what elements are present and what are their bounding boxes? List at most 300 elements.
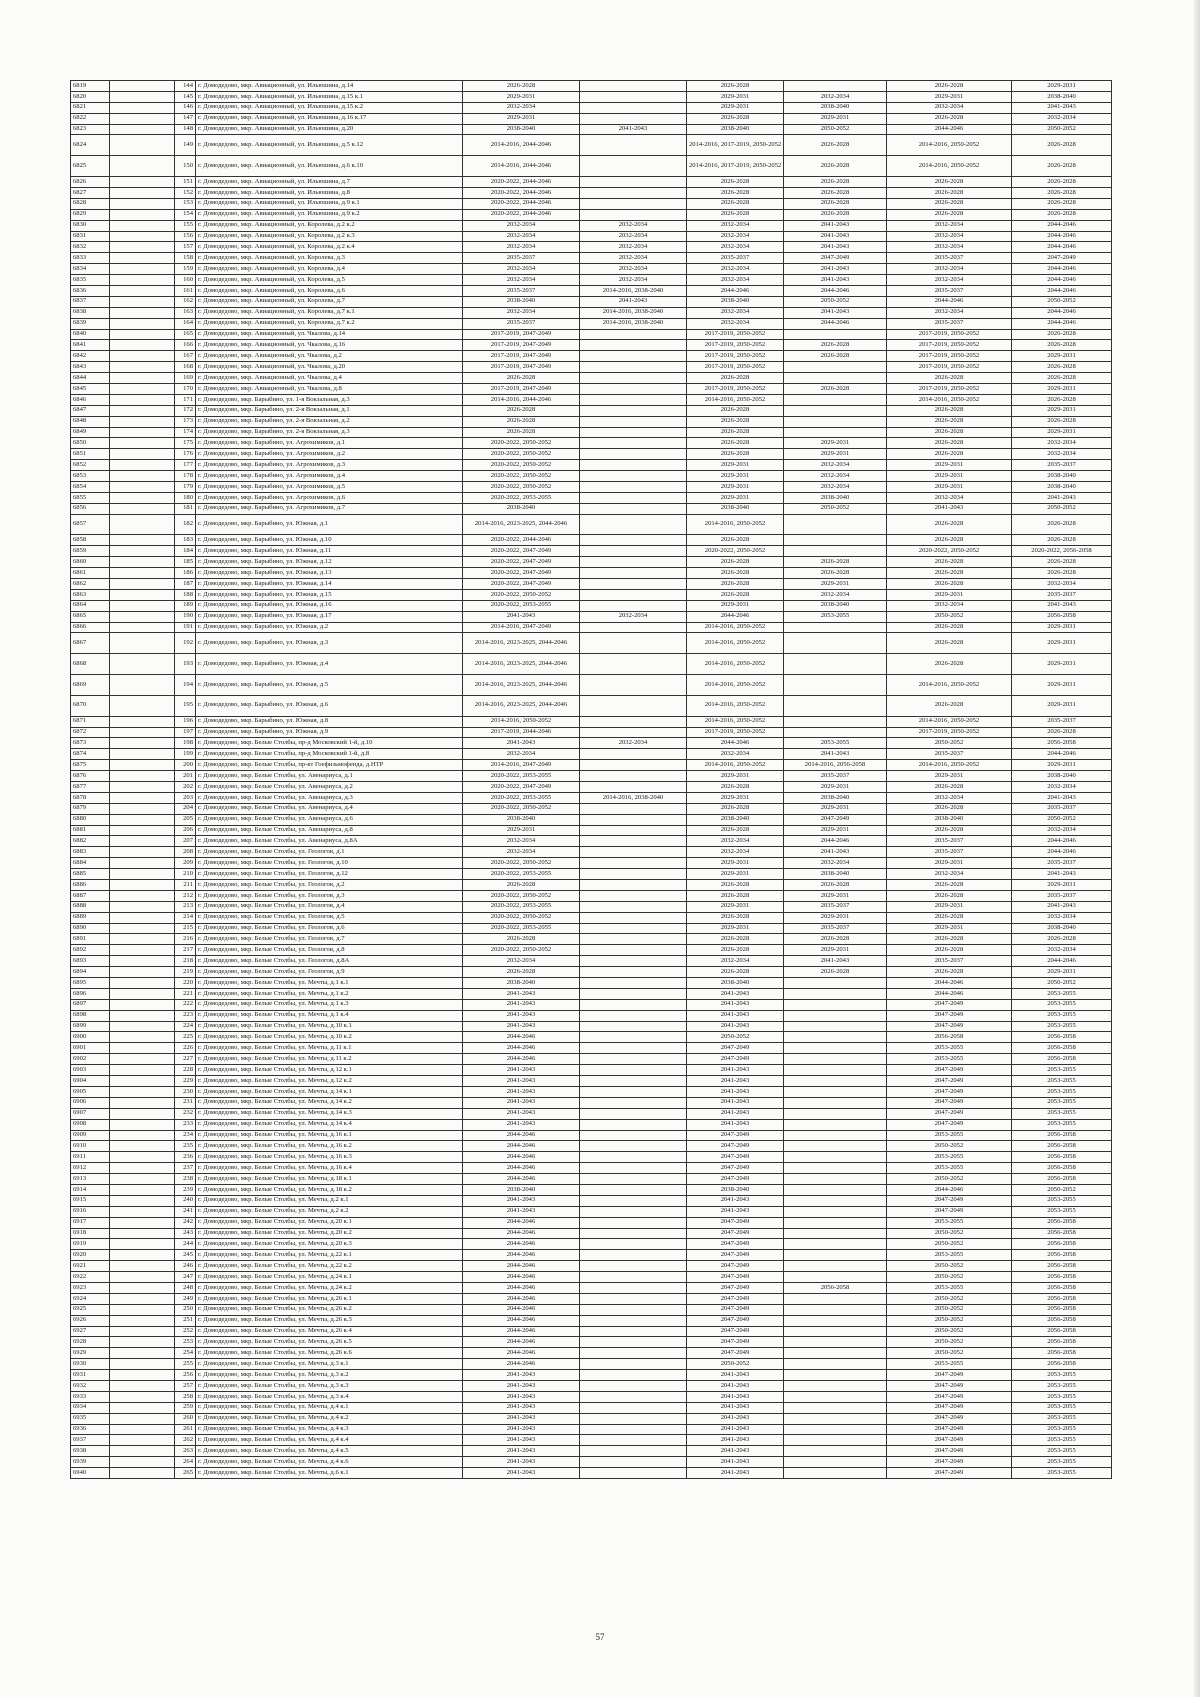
empty-cell — [110, 471, 175, 482]
period-4-cell — [784, 416, 887, 427]
row-number-cell: 250 — [175, 1304, 196, 1315]
period-6-cell: 2053-2055 — [1012, 1119, 1112, 1130]
scan-page-edge — [1194, 0, 1200, 1697]
building-address-cell: г. Домодедово, мкр. Белые Столбы, ул. Мечты, д.4 к.1 — [196, 1402, 463, 1413]
row-number-cell: 178 — [175, 471, 196, 482]
period-3-cell: 2026-2028 — [687, 535, 784, 546]
period-4-cell: 2038-2040 — [784, 869, 887, 880]
building-address-cell: г. Домодедово, мкр. Белые Столбы, ул. Авенариуса, д.8А — [196, 836, 463, 847]
period-1-cell: 2017-2019, 2047-2049 — [463, 351, 580, 362]
empty-cell — [110, 1152, 175, 1163]
row-number-cell: 182 — [175, 514, 196, 535]
period-2-cell — [580, 177, 687, 188]
period-3-cell: 2038-2040 — [687, 1184, 784, 1195]
row-number-cell: 261 — [175, 1424, 196, 1435]
period-2-cell: 2032-2034 — [580, 231, 687, 242]
period-6-cell: 2041-2043 — [1012, 600, 1112, 611]
period-2-cell — [580, 760, 687, 771]
row-id-cell: 6923 — [71, 1282, 110, 1293]
period-5-cell: 2050-2052 — [887, 611, 1012, 622]
period-6-cell: 2032-2034 — [1012, 825, 1112, 836]
empty-cell — [110, 749, 175, 760]
period-5-cell: 2053-2055 — [887, 1152, 1012, 1163]
period-6-cell: 2041-2043 — [1012, 869, 1112, 880]
row-number-cell: 181 — [175, 503, 196, 514]
table-row — [71, 156, 1112, 177]
period-1-cell: 2041-2043 — [463, 1206, 580, 1217]
row-number-cell: 252 — [175, 1326, 196, 1337]
period-3-cell: 2041-2043 — [687, 1380, 784, 1391]
table-row — [71, 209, 1112, 220]
period-1-cell: 2029-2031 — [463, 113, 580, 124]
table-row — [71, 253, 1112, 264]
period-4-cell: 2026-2028 — [784, 934, 887, 945]
period-3-cell: 2017-2019, 2050-2052 — [687, 727, 784, 738]
period-3-cell: 2026-2028 — [687, 405, 784, 416]
table-row — [71, 285, 1112, 296]
table-row — [71, 1076, 1112, 1087]
period-5-cell: 2026-2028 — [887, 579, 1012, 590]
row-id-cell: 6872 — [71, 727, 110, 738]
period-6-cell: 2029-2031 — [1012, 383, 1112, 394]
empty-cell — [110, 242, 175, 253]
period-2-cell: 2014-2016, 2038-2040 — [580, 307, 687, 318]
period-1-cell: 2044-2046 — [463, 1359, 580, 1370]
period-2-cell — [580, 471, 687, 482]
period-1-cell: 2020-2022, 2050-2052 — [463, 589, 580, 600]
row-id-cell: 6873 — [71, 738, 110, 749]
period-1-cell: 2020-2022, 2047-2049 — [463, 579, 580, 590]
period-3-cell: 2047-2049 — [687, 1152, 784, 1163]
row-number-cell: 223 — [175, 1010, 196, 1021]
period-1-cell: 2020-2022, 2050-2052 — [463, 449, 580, 460]
building-address-cell: г. Домодедово, мкр. Белые Столбы, ул. Мечты, д.26 к.5 — [196, 1337, 463, 1348]
period-1-cell: 2041-2043 — [463, 1391, 580, 1402]
period-4-cell: 2029-2031 — [784, 438, 887, 449]
period-1-cell: 2020-2022, 2044-2046 — [463, 177, 580, 188]
period-4-cell: 2038-2040 — [784, 792, 887, 803]
period-2-cell: 2032-2034 — [580, 264, 687, 275]
period-1-cell: 2041-2043 — [463, 1468, 580, 1479]
period-2-cell: 2032-2034 — [580, 738, 687, 749]
row-id-cell: 6827 — [71, 187, 110, 198]
period-4-cell: 2038-2040 — [784, 492, 887, 503]
table-row — [71, 1163, 1112, 1174]
period-4-cell — [784, 329, 887, 340]
period-4-cell: 2026-2028 — [784, 340, 887, 351]
period-4-cell: 2032-2034 — [784, 471, 887, 482]
period-2-cell — [580, 1195, 687, 1206]
period-6-cell: 2044-2046 — [1012, 749, 1112, 760]
table-row — [71, 307, 1112, 318]
empty-cell — [110, 416, 175, 427]
period-6-cell: 2053-2055 — [1012, 1457, 1112, 1468]
period-2-cell — [580, 329, 687, 340]
period-5-cell: 2017-2019, 2050-2052 — [887, 329, 1012, 340]
building-address-cell: г. Домодедово, мкр. Авиационный, ул. Чкалова, д.14 — [196, 329, 463, 340]
row-number-cell: 241 — [175, 1206, 196, 1217]
period-3-cell: 2029-2031 — [687, 600, 784, 611]
row-id-cell: 6845 — [71, 383, 110, 394]
table-row — [71, 633, 1112, 654]
empty-cell — [110, 1086, 175, 1097]
building-address-cell: г. Домодедово, мкр. Белые Столбы, ул. Мечты, д.4 к.4 — [196, 1435, 463, 1446]
period-2-cell — [580, 1457, 687, 1468]
period-3-cell: 2032-2034 — [687, 847, 784, 858]
row-id-cell: 6916 — [71, 1206, 110, 1217]
table-row — [71, 836, 1112, 847]
period-3-cell: 2038-2040 — [687, 814, 784, 825]
period-6-cell: 2056-2058 — [1012, 611, 1112, 622]
period-5-cell: 2014-2016, 2050-2052 — [887, 156, 1012, 177]
period-2-cell: 2041-2043 — [580, 124, 687, 135]
row-number-cell: 256 — [175, 1370, 196, 1381]
period-1-cell: 2041-2043 — [463, 738, 580, 749]
period-4-cell — [784, 1326, 887, 1337]
building-address-cell: г. Домодедово, мкр. Белые Столбы, ул. Геологов, д.2 — [196, 880, 463, 891]
period-3-cell: 2026-2028 — [687, 449, 784, 460]
table-row — [71, 394, 1112, 405]
period-6-cell: 2026-2028 — [1012, 340, 1112, 351]
period-3-cell: 2026-2028 — [687, 416, 784, 427]
table-row — [71, 945, 1112, 956]
period-3-cell: 2014-2016, 2050-2052 — [687, 514, 784, 535]
period-1-cell: 2041-2043 — [463, 1195, 580, 1206]
period-5-cell: 2026-2028 — [887, 803, 1012, 814]
period-4-cell — [784, 405, 887, 416]
period-2-cell — [580, 198, 687, 209]
period-1-cell: 2044-2046 — [463, 1043, 580, 1054]
empty-cell — [110, 253, 175, 264]
period-3-cell: 2047-2049 — [687, 1043, 784, 1054]
empty-cell — [110, 738, 175, 749]
empty-cell — [110, 934, 175, 945]
row-id-cell: 6850 — [71, 438, 110, 449]
period-3-cell: 2017-2019, 2050-2052 — [687, 340, 784, 351]
table-row — [71, 427, 1112, 438]
period-3-cell: 2032-2034 — [687, 275, 784, 286]
row-number-cell: 187 — [175, 579, 196, 590]
empty-cell — [110, 633, 175, 654]
period-3-cell: 2029-2031 — [687, 901, 784, 912]
building-address-cell: г. Домодедово, мкр. Барыбино, ул. Агрохимиков, д.2 — [196, 449, 463, 460]
period-1-cell: 2041-2043 — [463, 1435, 580, 1446]
period-6-cell: 2056-2058 — [1012, 1217, 1112, 1228]
building-address-cell: г. Домодедово, мкр. Барыбино, ул. 2-я Вокзальная, д.1 — [196, 405, 463, 416]
period-5-cell: 2026-2028 — [887, 654, 1012, 675]
period-3-cell: 2014-2016, 2050-2052 — [687, 654, 784, 675]
period-1-cell: 2032-2034 — [463, 275, 580, 286]
period-5-cell: 2050-2052 — [887, 1261, 1012, 1272]
period-5-cell: 2026-2028 — [887, 782, 1012, 793]
period-3-cell: 2041-2043 — [687, 1391, 784, 1402]
period-3-cell: 2026-2028 — [687, 967, 784, 978]
period-6-cell: 2053-2055 — [1012, 1206, 1112, 1217]
empty-cell — [110, 481, 175, 492]
period-1-cell: 2041-2043 — [463, 1446, 580, 1457]
row-number-cell: 263 — [175, 1446, 196, 1457]
building-address-cell: г. Домодедово, мкр. Белые Столбы, пр-д Московский 1-й, д.10 — [196, 738, 463, 749]
period-2-cell — [580, 449, 687, 460]
period-6-cell: 2026-2028 — [1012, 177, 1112, 188]
period-4-cell — [784, 1108, 887, 1119]
row-id-cell: 6836 — [71, 285, 110, 296]
table-row — [71, 1250, 1112, 1261]
period-3-cell: 2014-2016, 2050-2052 — [687, 394, 784, 405]
period-6-cell: 2053-2055 — [1012, 1195, 1112, 1206]
period-3-cell: 2041-2043 — [687, 1086, 784, 1097]
table-row — [71, 825, 1112, 836]
period-4-cell: 2032-2034 — [784, 460, 887, 471]
period-5-cell: 2044-2046 — [887, 1184, 1012, 1195]
row-number-cell: 191 — [175, 622, 196, 633]
table-row — [71, 514, 1112, 535]
period-4-cell — [784, 514, 887, 535]
empty-cell — [110, 1272, 175, 1283]
empty-cell — [110, 264, 175, 275]
period-1-cell: 2041-2043 — [463, 1457, 580, 1468]
period-2-cell — [580, 1086, 687, 1097]
table-row — [71, 471, 1112, 482]
building-address-cell: г. Домодедово, мкр. Белые Столбы, ул. Мечты, д.22 к.1 — [196, 1250, 463, 1261]
period-1-cell: 2026-2028 — [463, 81, 580, 92]
period-2-cell — [580, 727, 687, 738]
period-3-cell: 2041-2043 — [687, 1446, 784, 1457]
row-id-cell: 6875 — [71, 760, 110, 771]
period-2-cell — [580, 187, 687, 198]
period-4-cell — [784, 1228, 887, 1239]
row-id-cell: 6939 — [71, 1457, 110, 1468]
period-1-cell: 2041-2043 — [463, 611, 580, 622]
building-address-cell: г. Домодедово, мкр. Барыбино, ул. Южная, д.12 — [196, 557, 463, 568]
row-id-cell: 6821 — [71, 102, 110, 113]
period-1-cell: 2044-2046 — [463, 1348, 580, 1359]
row-number-cell: 215 — [175, 923, 196, 934]
building-address-cell: г. Домодедово, мкр. Белые Столбы, ул. Мечты, д.22 к.2 — [196, 1261, 463, 1272]
period-1-cell: 2020-2022, 2050-2052 — [463, 945, 580, 956]
period-5-cell: 2047-2049 — [887, 1065, 1012, 1076]
period-1-cell: 2014-2016, 2050-2052 — [463, 716, 580, 727]
empty-cell — [110, 492, 175, 503]
period-3-cell: 2047-2049 — [687, 1054, 784, 1065]
period-3-cell: 2050-2052 — [687, 1032, 784, 1043]
period-5-cell: 2053-2055 — [887, 1282, 1012, 1293]
period-2-cell — [580, 912, 687, 923]
period-3-cell: 2026-2028 — [687, 782, 784, 793]
period-5-cell: 2047-2049 — [887, 1021, 1012, 1032]
period-6-cell: 2056-2058 — [1012, 1326, 1112, 1337]
empty-cell — [110, 231, 175, 242]
empty-cell — [110, 1370, 175, 1381]
period-1-cell: 2017-2019, 2047-2049 — [463, 329, 580, 340]
period-5-cell: 2035-2037 — [887, 749, 1012, 760]
period-6-cell: 2032-2034 — [1012, 113, 1112, 124]
row-id-cell: 6851 — [71, 449, 110, 460]
row-id-cell: 6838 — [71, 307, 110, 318]
row-id-cell: 6887 — [71, 890, 110, 901]
period-2-cell — [580, 945, 687, 956]
period-5-cell: 2047-2049 — [887, 1010, 1012, 1021]
empty-cell — [110, 296, 175, 307]
building-address-cell: г. Домодедово, мкр. Белые Столбы, ул. Мечты, д.18 к.2 — [196, 1184, 463, 1195]
row-number-cell: 196 — [175, 716, 196, 727]
period-6-cell: 2032-2034 — [1012, 945, 1112, 956]
period-6-cell: 2035-2037 — [1012, 803, 1112, 814]
period-1-cell: 2044-2046 — [463, 1054, 580, 1065]
building-address-cell: г. Домодедово, мкр. Белые Столбы, ул. Мечты, д.4 к.5 — [196, 1446, 463, 1457]
table-row — [71, 654, 1112, 675]
table-row — [71, 1315, 1112, 1326]
table-row — [71, 242, 1112, 253]
period-1-cell: 2041-2043 — [463, 1065, 580, 1076]
period-1-cell: 2035-2037 — [463, 318, 580, 329]
period-4-cell — [784, 1054, 887, 1065]
period-5-cell: 2053-2055 — [887, 1163, 1012, 1174]
empty-cell — [110, 113, 175, 124]
period-3-cell: 2044-2046 — [687, 285, 784, 296]
row-number-cell: 179 — [175, 481, 196, 492]
period-5-cell: 2029-2031 — [887, 923, 1012, 934]
period-3-cell: 2029-2031 — [687, 923, 784, 934]
period-3-cell: 2014-2016, 2050-2052 — [687, 695, 784, 716]
table-row — [71, 373, 1112, 384]
row-id-cell: 6931 — [71, 1370, 110, 1381]
building-address-cell: г. Домодедово, мкр. Барыбино, ул. Агрохимиков, д.5 — [196, 481, 463, 492]
period-5-cell: 2044-2046 — [887, 978, 1012, 989]
empty-cell — [110, 1326, 175, 1337]
empty-cell — [110, 362, 175, 373]
period-6-cell: 2056-2058 — [1012, 1272, 1112, 1283]
period-6-cell: 2044-2046 — [1012, 836, 1112, 847]
empty-cell — [110, 177, 175, 188]
period-6-cell: 2029-2031 — [1012, 967, 1112, 978]
row-number-cell: 162 — [175, 296, 196, 307]
row-id-cell: 6826 — [71, 177, 110, 188]
building-address-cell: г. Домодедово, мкр. Белые Столбы, ул. Мечты, д.10 к.2 — [196, 1032, 463, 1043]
empty-cell — [110, 600, 175, 611]
period-2-cell — [580, 675, 687, 696]
period-2-cell — [580, 460, 687, 471]
row-number-cell: 230 — [175, 1086, 196, 1097]
period-1-cell: 2026-2028 — [463, 416, 580, 427]
row-number-cell: 242 — [175, 1217, 196, 1228]
period-1-cell: 2041-2043 — [463, 988, 580, 999]
period-2-cell — [580, 1119, 687, 1130]
empty-cell — [110, 394, 175, 405]
building-address-cell: г. Домодедово, мкр. Барыбино, ул. Агрохимиков, д.7 — [196, 503, 463, 514]
empty-cell — [110, 187, 175, 198]
period-2-cell — [580, 1261, 687, 1272]
table-row — [71, 1261, 1112, 1272]
empty-cell — [110, 695, 175, 716]
period-5-cell: 2047-2049 — [887, 1446, 1012, 1457]
period-6-cell: 2044-2046 — [1012, 264, 1112, 275]
period-4-cell: 2029-2031 — [784, 912, 887, 923]
building-address-cell: г. Домодедово, мкр. Белые Столбы, ул. Мечты, д.4 к.2 — [196, 1413, 463, 1424]
row-id-cell: 6834 — [71, 264, 110, 275]
period-4-cell: 2029-2031 — [784, 113, 887, 124]
empty-cell — [110, 880, 175, 891]
row-id-cell: 6895 — [71, 978, 110, 989]
building-address-cell: г. Домодедово, мкр. Белые Столбы, ул. Мечты, д.26 к.4 — [196, 1326, 463, 1337]
building-address-cell: г. Домодедово, мкр. Барыбино, ул. Агрохимиков, д.1 — [196, 438, 463, 449]
period-3-cell: 2038-2040 — [687, 296, 784, 307]
period-2-cell — [580, 1391, 687, 1402]
row-number-cell: 232 — [175, 1108, 196, 1119]
period-5-cell: 2026-2028 — [887, 81, 1012, 92]
period-2-cell — [580, 825, 687, 836]
row-id-cell: 6857 — [71, 514, 110, 535]
table-row — [71, 113, 1112, 124]
period-2-cell — [580, 362, 687, 373]
period-2-cell — [580, 1359, 687, 1370]
building-address-cell: г. Домодедово, мкр. Авиационный, ул. Ильюшина, д.14 — [196, 81, 463, 92]
table-row — [71, 416, 1112, 427]
table-row — [71, 449, 1112, 460]
row-id-cell: 6822 — [71, 113, 110, 124]
period-1-cell: 2041-2043 — [463, 1108, 580, 1119]
period-1-cell: 2032-2034 — [463, 836, 580, 847]
row-number-cell: 233 — [175, 1119, 196, 1130]
period-2-cell — [580, 1468, 687, 1479]
period-5-cell: 2026-2028 — [887, 825, 1012, 836]
table-row — [71, 1174, 1112, 1185]
row-id-cell: 6820 — [71, 91, 110, 102]
period-5-cell: 2041-2043 — [887, 503, 1012, 514]
period-4-cell: 2041-2043 — [784, 242, 887, 253]
period-4-cell — [784, 1261, 887, 1272]
period-1-cell: 2038-2040 — [463, 978, 580, 989]
period-4-cell — [784, 999, 887, 1010]
period-3-cell: 2047-2049 — [687, 1141, 784, 1152]
period-6-cell: 2041-2043 — [1012, 792, 1112, 803]
period-4-cell — [784, 1293, 887, 1304]
period-4-cell: 2047-2049 — [784, 814, 887, 825]
period-4-cell: 2026-2028 — [784, 557, 887, 568]
building-address-cell: г. Домодедово, мкр. Белые Столбы, ул. Геологов, д.1 — [196, 847, 463, 858]
period-2-cell — [580, 535, 687, 546]
period-5-cell: 2047-2049 — [887, 1108, 1012, 1119]
period-4-cell: 2047-2049 — [784, 253, 887, 264]
period-2-cell — [580, 492, 687, 503]
building-address-cell: г. Домодедово, мкр. Белые Столбы, ул. Мечты, д.1 к.4 — [196, 1010, 463, 1021]
period-2-cell — [580, 1141, 687, 1152]
period-2-cell — [580, 749, 687, 760]
period-5-cell: 2035-2037 — [887, 847, 1012, 858]
row-id-cell: 6848 — [71, 416, 110, 427]
period-5-cell: 2026-2028 — [887, 514, 1012, 535]
period-6-cell: 2056-2058 — [1012, 1163, 1112, 1174]
period-3-cell: 2047-2049 — [687, 1293, 784, 1304]
table-row — [71, 1021, 1112, 1032]
row-number-cell: 193 — [175, 654, 196, 675]
empty-cell — [110, 1380, 175, 1391]
period-2-cell — [580, 481, 687, 492]
repair-schedule-body — [71, 81, 1112, 1479]
row-number-cell: 244 — [175, 1239, 196, 1250]
period-3-cell: 2014-2016, 2050-2052 — [687, 675, 784, 696]
period-3-cell: 2029-2031 — [687, 869, 784, 880]
period-1-cell: 2035-2037 — [463, 285, 580, 296]
row-id-cell: 6869 — [71, 675, 110, 696]
row-id-cell: 6905 — [71, 1086, 110, 1097]
row-id-cell: 6882 — [71, 836, 110, 847]
period-4-cell — [784, 1380, 887, 1391]
period-6-cell: 2053-2055 — [1012, 1010, 1112, 1021]
period-3-cell: 2026-2028 — [687, 187, 784, 198]
period-6-cell: 2056-2058 — [1012, 1043, 1112, 1054]
building-address-cell: г. Домодедово, мкр. Барыбино, ул. Южная, д.13 — [196, 568, 463, 579]
